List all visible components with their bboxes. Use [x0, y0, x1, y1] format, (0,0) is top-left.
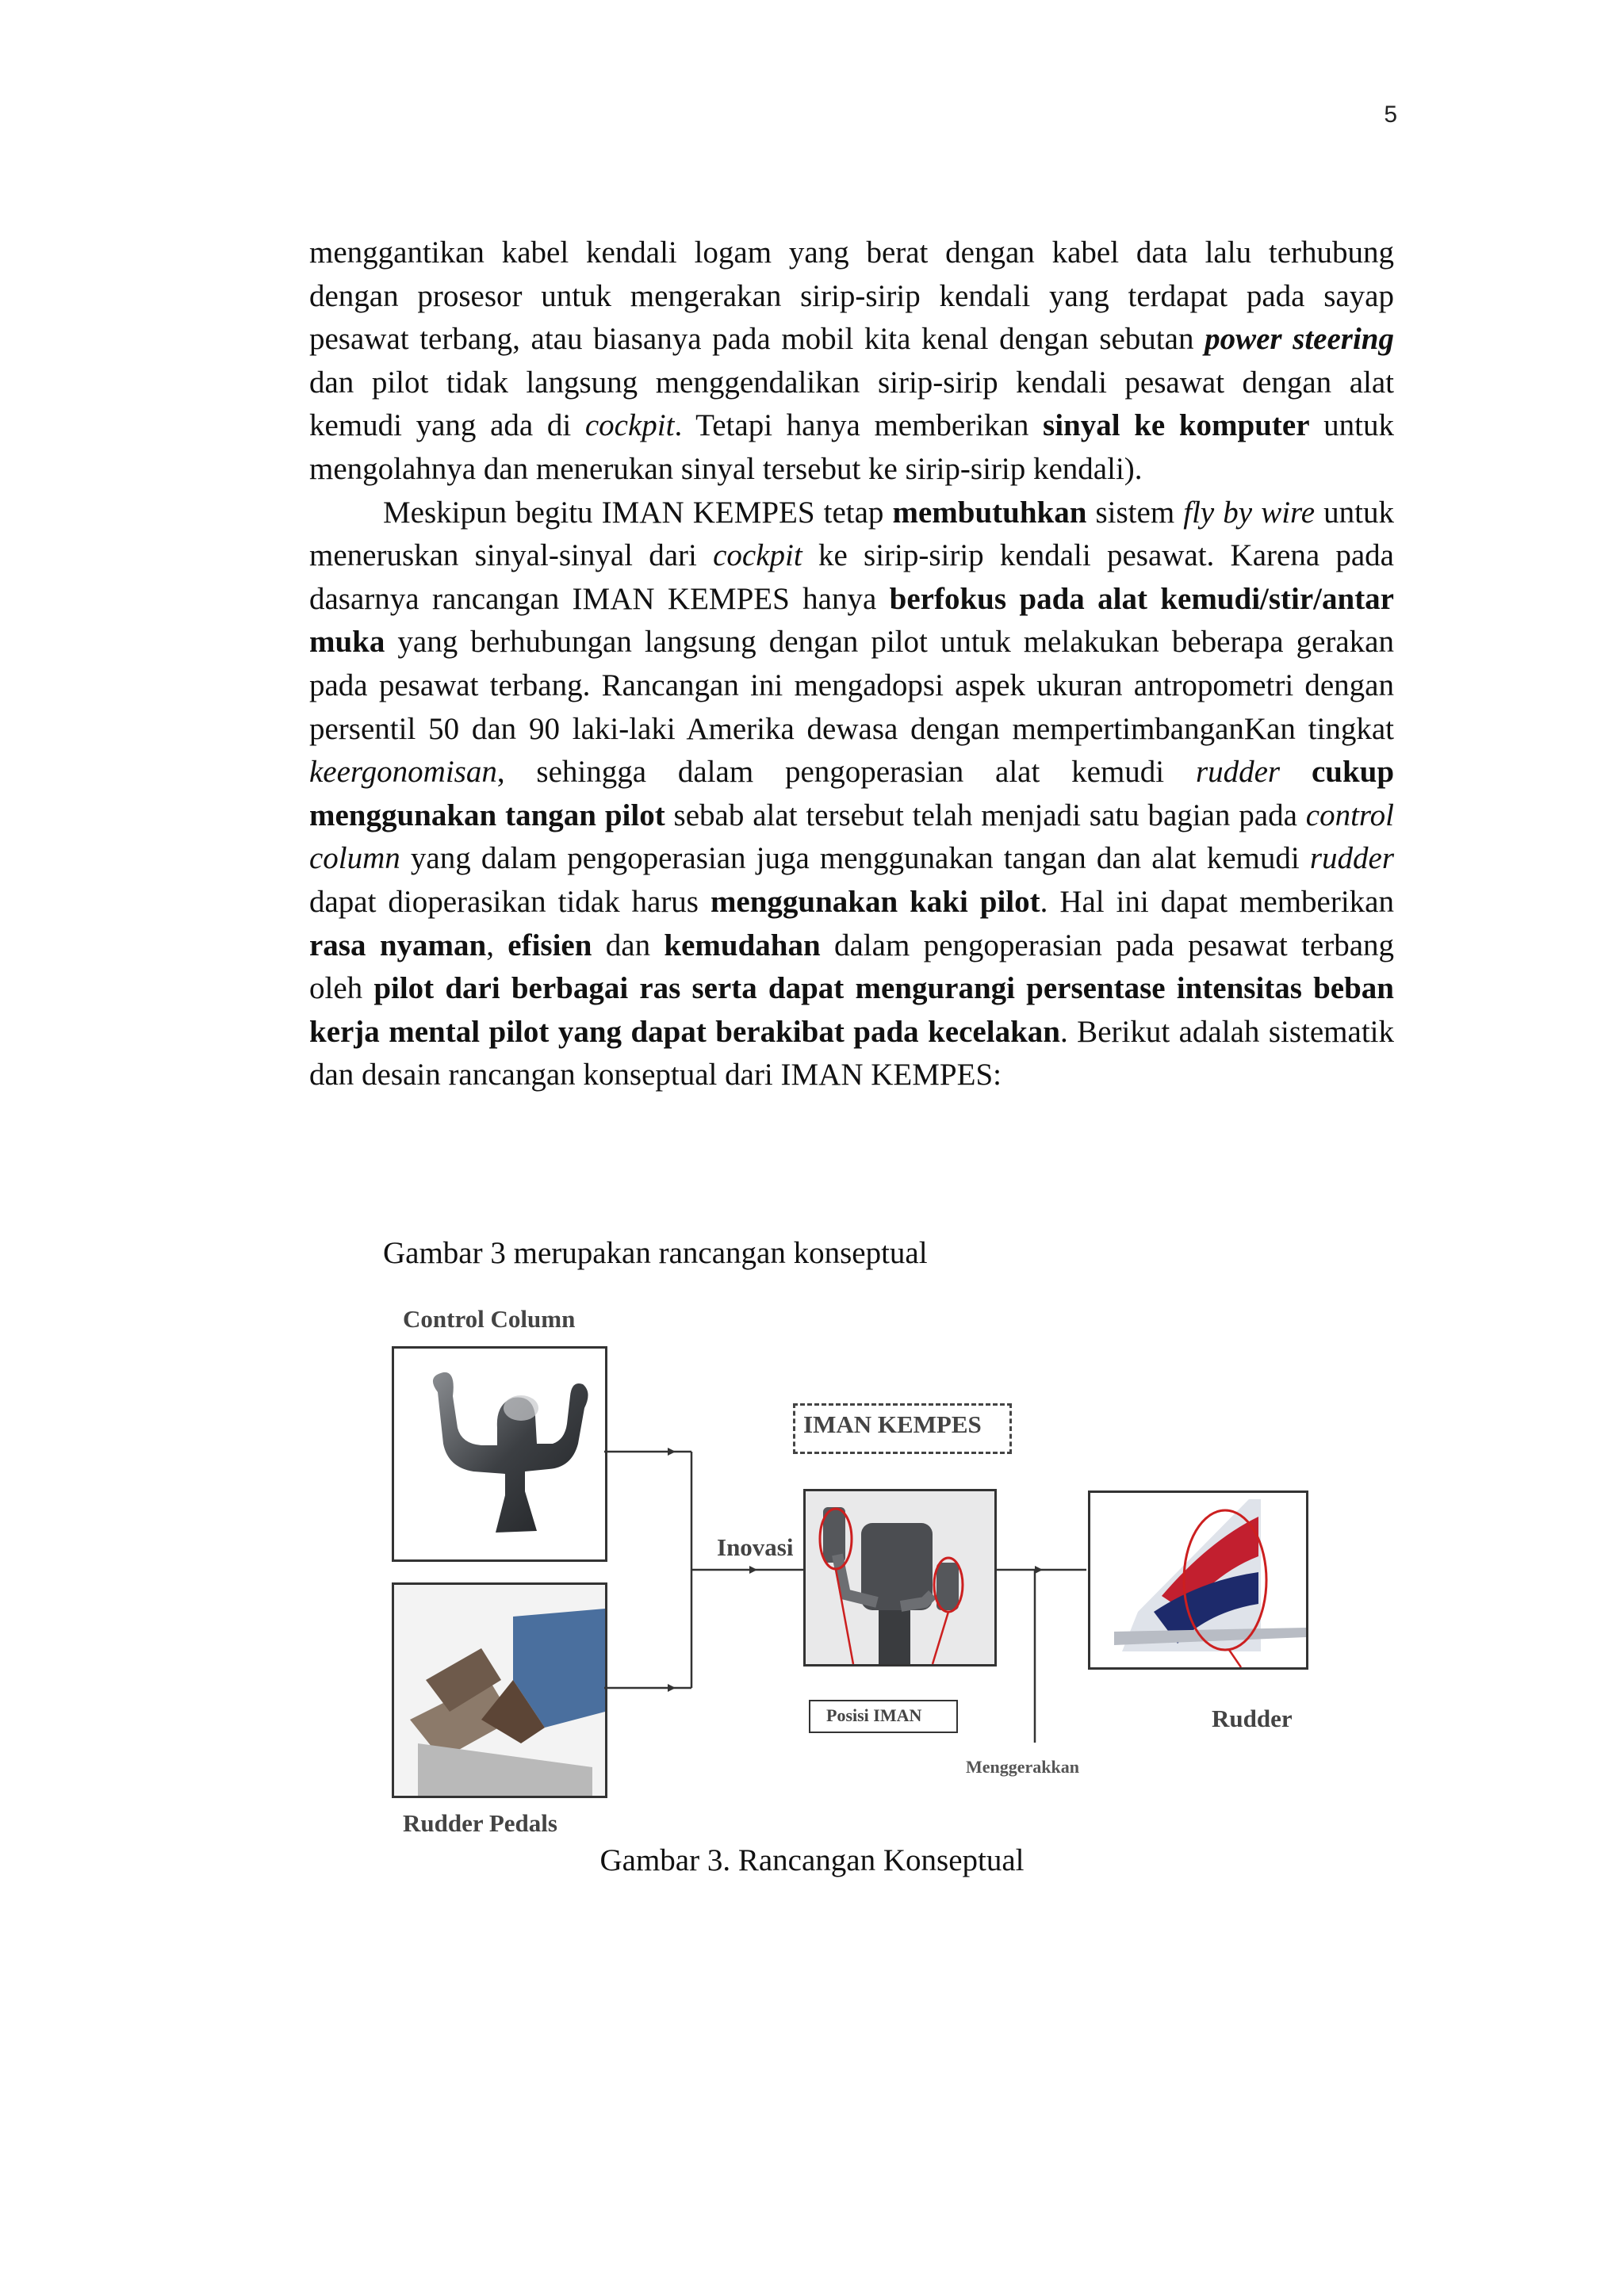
text-run: yang berhubungan langsung dengan pilot untuk melakukan beberapa gerakan pada pesawat terbang. Rancangan ini mengadopsi aspek ukuran antropometri dengan persentil 50 dan 90 laki-laki Amerika dewasa dengan mempertimbanganKan tingkat	[309, 625, 1394, 746]
text-run: . Tetapi hanya memberikan	[674, 408, 1044, 443]
text-run	[1280, 755, 1312, 789]
text-run: untuk mengolahnya dan menerukan sinyal tersebut ke sirip-sirip kendali).	[309, 408, 1395, 486]
text-run: yang dalam pengoperasian juga menggunakan tangan dan alat kemudi	[400, 841, 1310, 876]
text-run: dapat dioperasikan tidak harus	[309, 884, 710, 919]
paragraph-2	[309, 492, 1394, 1097]
text-run: sistem	[1086, 495, 1184, 530]
figure-intro: Gambar 3 merupakan rancangan konseptual	[383, 1236, 928, 1270]
text-run: menggunakan kaki pilot	[710, 884, 1040, 919]
figure-caption: Gambar 3. Rancangan Konseptual	[599, 1843, 1025, 1877]
posisi-iman-label: Posisi IMAN	[826, 1705, 922, 1725]
text-run: cockpit	[584, 408, 675, 443]
text-run: power steering	[1205, 322, 1395, 357]
text-run: dalam pengoperasian pada pesawat terbang oleh	[309, 928, 1395, 1006]
text-run: sebab alat tersebut telah menjadi satu bagian pada	[665, 798, 1306, 832]
text-run: rudder	[1195, 755, 1281, 790]
iman-kempes-box	[793, 1403, 1012, 1454]
text-run: cukup menggunakan tangan pilot	[309, 755, 1395, 832]
text-run: pilot dari berbagai ras serta dapat mengurangi persentase intensitas beban kerja mental pilot yang dapat berakibat pada kecelakan	[309, 971, 1394, 1049]
text-run: rasa nyaman	[309, 928, 487, 962]
text-run: control column	[309, 798, 1394, 876]
text-run: rudder	[1309, 841, 1394, 876]
rudder-pedals-label: Rudder Pedals	[403, 1809, 557, 1837]
text-run: keergonomisan	[309, 755, 497, 790]
paragraph-1	[309, 232, 1394, 492]
inovasi-label: Inovasi	[717, 1533, 794, 1561]
menggerakkan-label: Menggerakkan	[966, 1757, 1079, 1777]
rudder-label: Rudder	[1212, 1705, 1293, 1732]
conceptual-diagram	[381, 1292, 1411, 1847]
text-run: kemudahan	[664, 928, 821, 962]
text-run: cockpit	[713, 538, 802, 573]
text-run: sinyal ke komputer	[1043, 408, 1310, 443]
posisi-iman-box	[809, 1700, 958, 1733]
iman-kempes-label: IMAN KEMPES	[803, 1410, 982, 1438]
text-run: dan	[592, 928, 665, 962]
text-run: ,	[486, 928, 508, 962]
text-run: dan pilot tidak langsung menggendalikan sirip-sirip kendali pesawat dengan alat kemudi yang ada di	[309, 365, 1394, 443]
body-text	[309, 232, 1394, 1097]
page-number: 5	[1384, 101, 1397, 128]
text-run: Meskipun begitu IMAN KEMPES tetap	[383, 495, 893, 530]
text-run: menggantikan kabel kendali logam yang berat dengan kabel data lalu terhubung dengan prosesor untuk mengerakan sirip-sirip kendali yang terdapat pada sayap pesawat terbang, atau biasanya pada mobil kita kenal dengan sebutan	[309, 235, 1394, 357]
iman-device-icon	[806, 1491, 994, 1664]
text-run: membutuhkan	[892, 495, 1087, 530]
text-run: , sehingga dalam pengoperasian alat kemudi	[496, 755, 1196, 790]
iman-kempes-image	[803, 1489, 997, 1667]
text-run: . Berikut adalah sistematik dan desain rancangan konseptual dari IMAN KEMPES:	[309, 1014, 1394, 1093]
text-run: untuk meneruskan sinyal-sinyal dari	[309, 495, 1394, 573]
text-run: berfokus pada alat kemudi/stir/antar muka	[309, 581, 1394, 660]
rudder-tail-image	[1088, 1490, 1308, 1670]
text-run: efisien	[508, 928, 592, 962]
tail-icon	[1090, 1493, 1306, 1667]
text-run: . Hal ini dapat memberikan	[1040, 884, 1394, 919]
control-column-label: Control Column	[403, 1305, 576, 1333]
text-run: fly by wire	[1183, 495, 1316, 530]
text-run: ke sirip-sirip kendali pesawat. Karena pada dasarnya rancangan IMAN KEMPES hanya	[309, 538, 1394, 616]
